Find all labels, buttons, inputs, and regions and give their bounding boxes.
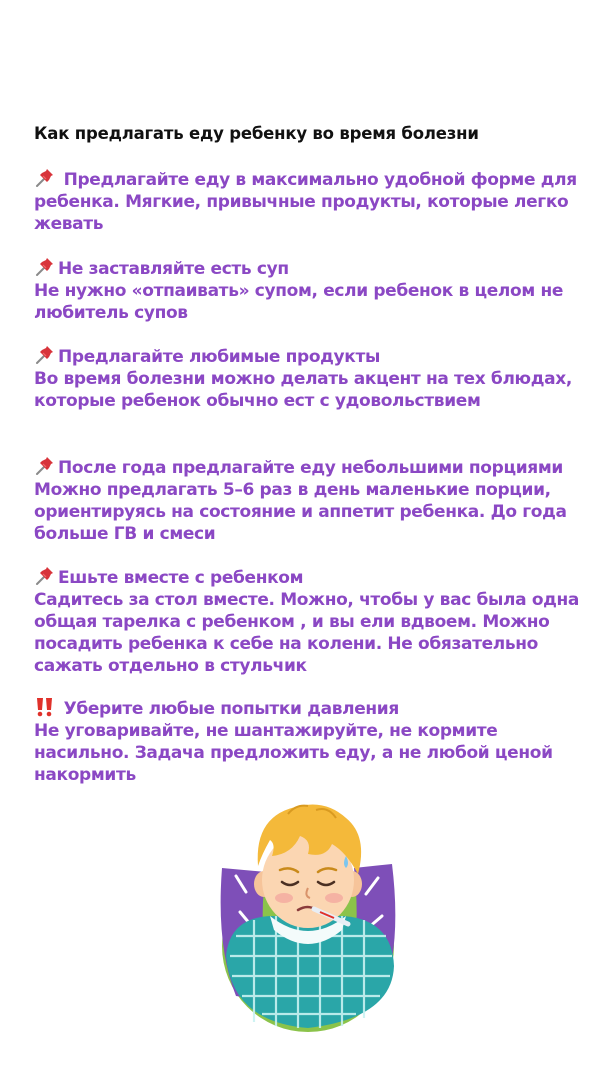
tip-heading: После года предлагайте еду небольшими порциями (58, 458, 563, 478)
sick-child-illustration (196, 796, 418, 1036)
tip-heading: Предлагайте еду в максимально удобной форме для ребенка. Мягкие, привычные продукты, которые легко жевать (34, 170, 577, 234)
tip-heading: Предлагайте любимые продукты (58, 347, 380, 367)
tip-item (34, 257, 582, 324)
tip-heading: Не заставляйте есть суп (58, 259, 289, 279)
tip-heading: Уберите любые попытки давления (58, 699, 399, 719)
tip-item (34, 697, 582, 786)
pushpin-icon (34, 345, 56, 365)
tip-item (34, 168, 582, 235)
tip-heading-line (34, 345, 582, 368)
tip-body: Садитесь за стол вместе. Можно, чтобы у вас была одна общая тарелка с ребенком , и вы ели вдвоем. Можно посадить ребенка к себе на колени. Не обязательно сажать отдельно в стульчик (34, 590, 580, 676)
pushpin-icon (34, 566, 56, 586)
pushpin-icon (34, 257, 56, 277)
tip-body: Можно предлагать 5–6 раз в день маленькие порции, ориентируясь на состояние и аппетит ребенка. До года больше ГВ и смеси (34, 480, 567, 544)
pushpin-icon (34, 456, 56, 476)
pushpin-icon (34, 168, 56, 188)
tip-body: Во время болезни можно делать акцент на тех блюдах, которые ребенок обычно ест с удовольствием (34, 369, 572, 411)
tip-heading-line (34, 257, 582, 280)
tip-heading: Ешьте вместе с ребенком (58, 568, 304, 588)
tip-heading-line (34, 697, 582, 720)
tip-body: Не уговаривайте, не шантажируйте, не кормите насильно. Задача предложить еду, а не любой ценой накормить (34, 721, 553, 785)
tip-heading-line (34, 168, 582, 235)
tip-item (34, 456, 582, 545)
tip-heading-line (34, 456, 582, 479)
tip-item (34, 345, 582, 412)
tip-body: Не нужно «отпаивать» супом, если ребенок в целом не любитель супов (34, 281, 564, 323)
double-exclamation-icon (34, 697, 56, 717)
tip-item (34, 566, 582, 677)
tip-heading-line (34, 566, 582, 589)
page-title: Как предлагать еду ребенку во время болезни (34, 124, 479, 143)
